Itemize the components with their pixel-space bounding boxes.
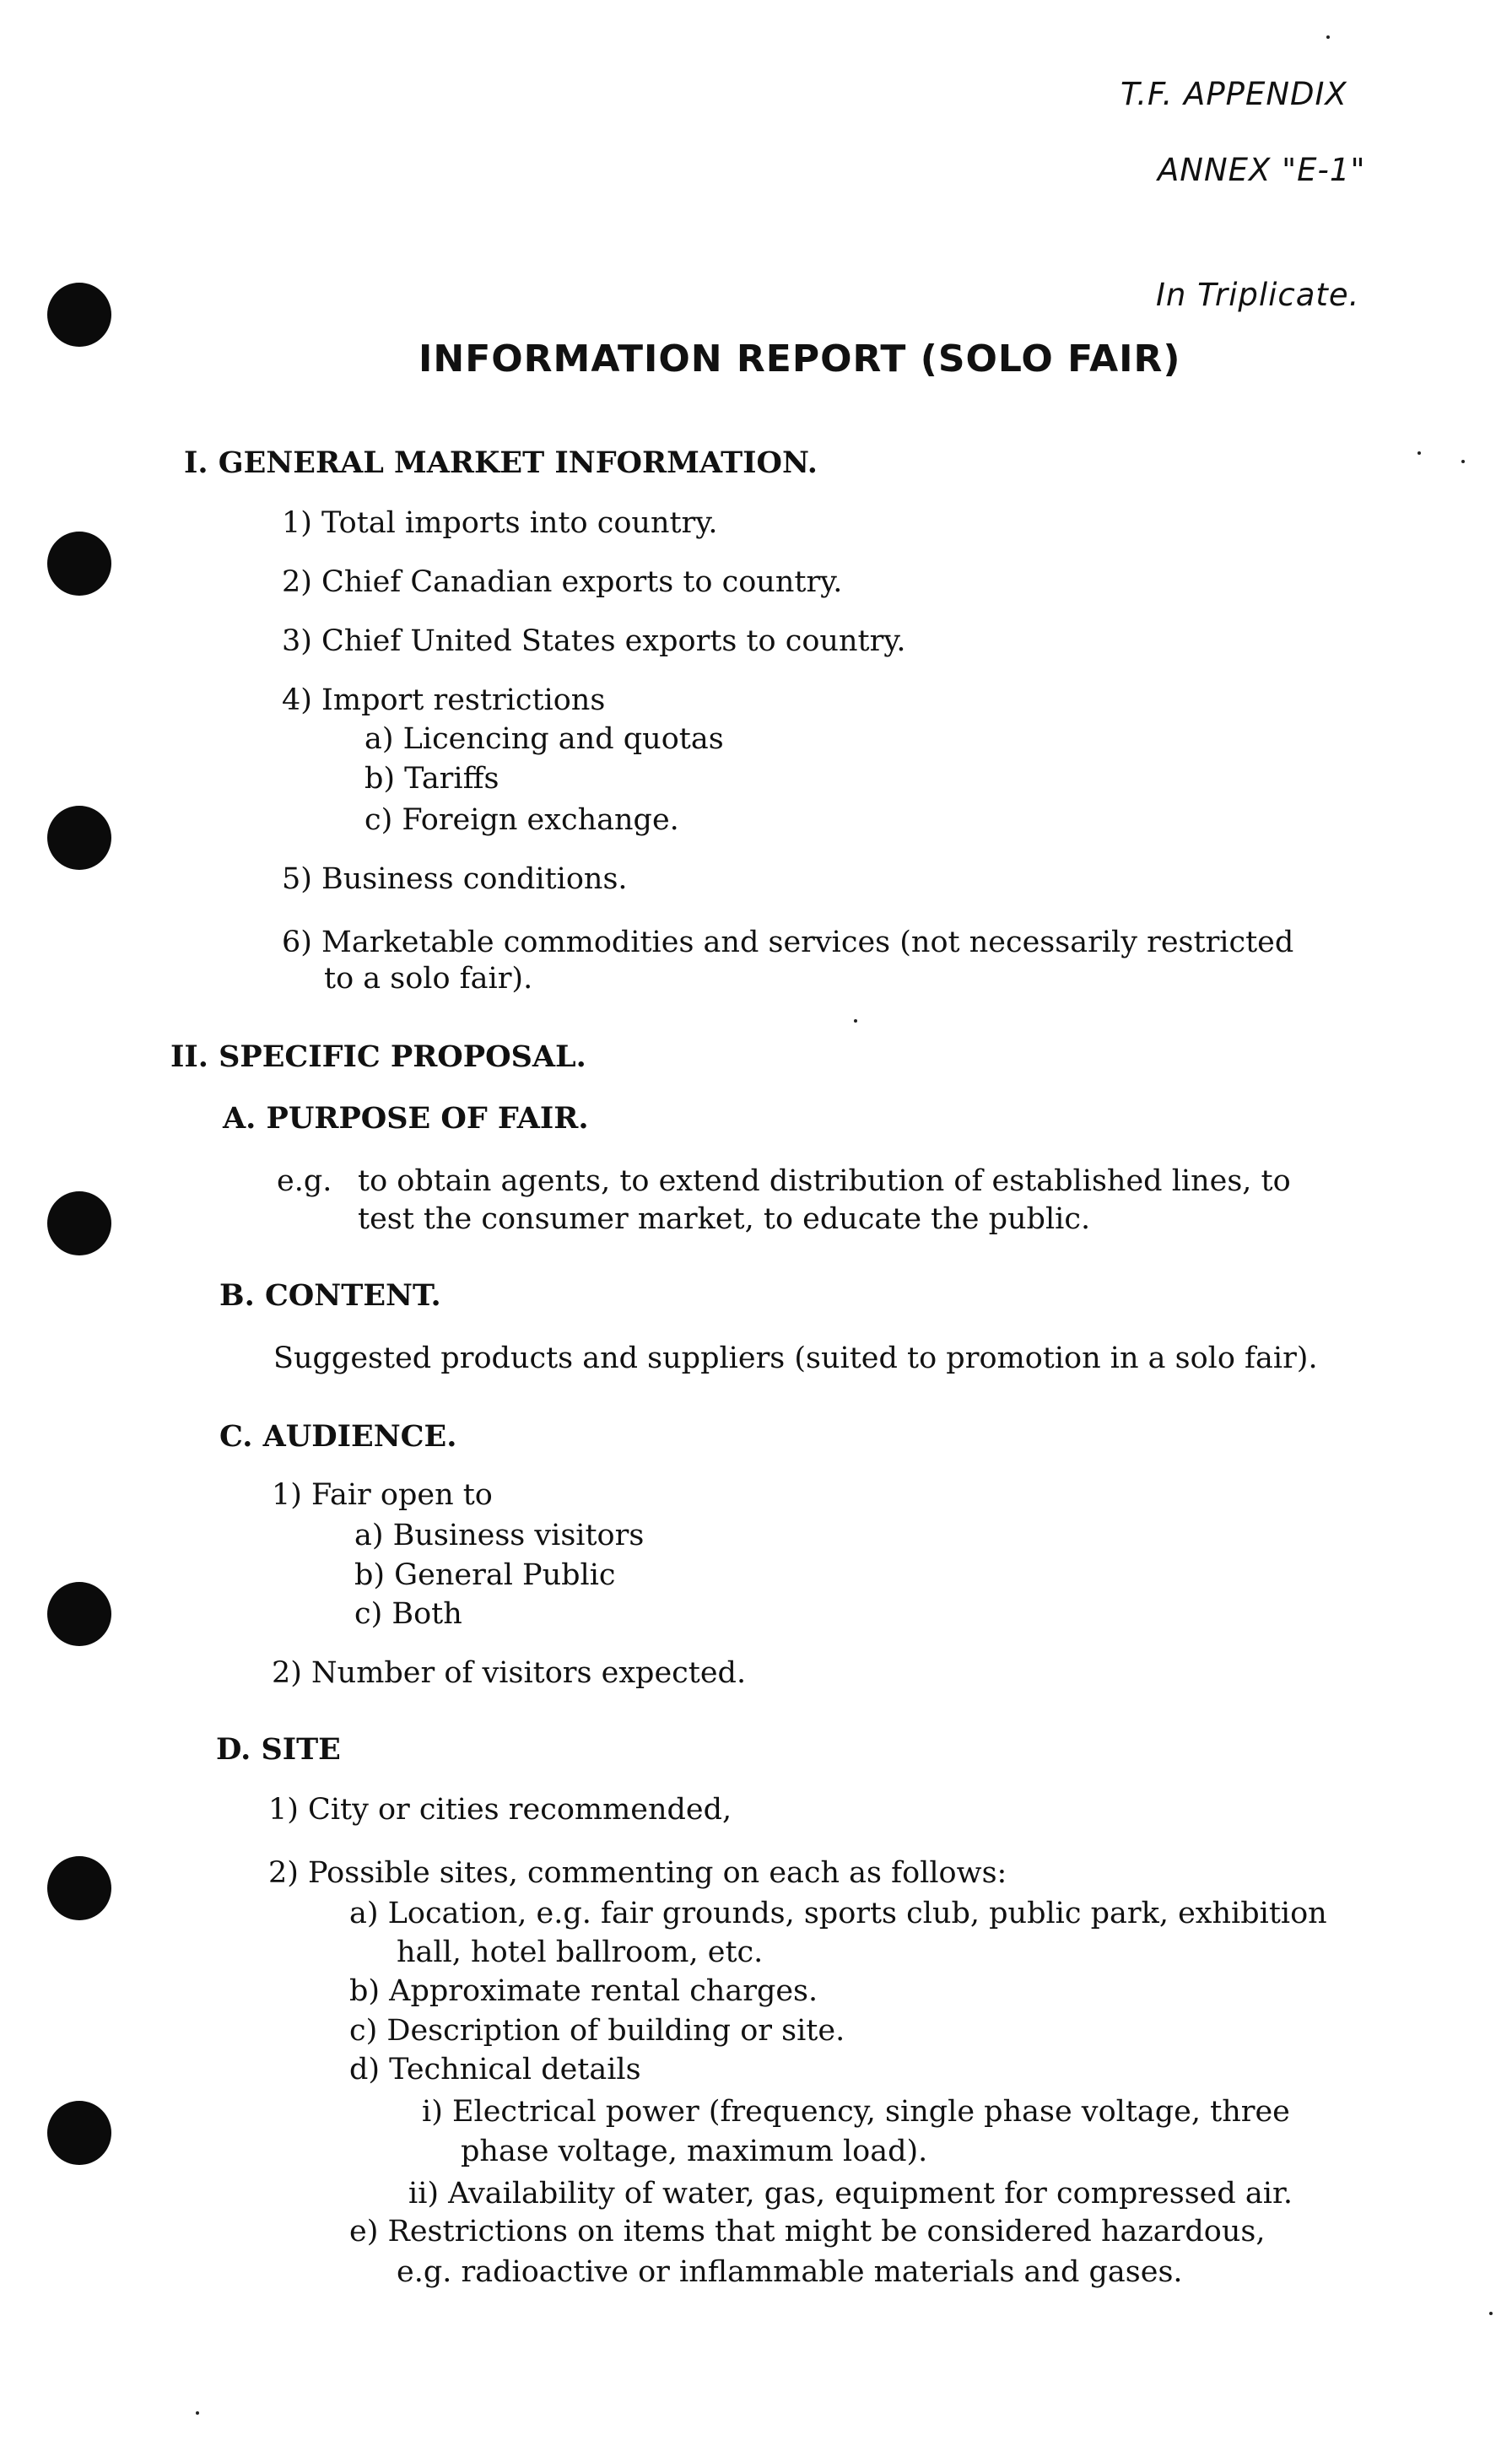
subsection-heading: B. CONTENT. xyxy=(219,1278,441,1313)
annex-label: ANNEX "E-1" xyxy=(1158,152,1366,188)
list-item: b) Tariffs xyxy=(364,762,500,796)
list-item: 4) Import restrictions xyxy=(282,683,606,717)
binder-hole xyxy=(47,532,111,596)
speck xyxy=(1326,35,1330,39)
subsection-heading: C. AUDIENCE. xyxy=(219,1419,457,1454)
speck xyxy=(196,2411,199,2415)
list-item: d) Technical details xyxy=(349,2053,641,2086)
list-item: c) Foreign exchange. xyxy=(364,803,679,837)
speck xyxy=(1489,2312,1493,2315)
list-item: c) Description of building or site. xyxy=(349,2014,845,2048)
list-item: 1) City or cities recommended, xyxy=(268,1793,732,1827)
list-item: e) Restrictions on items that might be considered hazardous, xyxy=(349,2215,1266,2248)
subsection-heading: A. PURPOSE OF FAIR. xyxy=(223,1101,589,1136)
list-item-continuation: to a solo fair). xyxy=(324,962,533,996)
list-item-continuation: phase voltage, maximum load). xyxy=(461,2135,928,2168)
appendix-label: T.F. APPENDIX xyxy=(1120,76,1347,112)
list-item: a) Licencing and quotas xyxy=(364,722,724,756)
list-item: c) Both xyxy=(354,1597,462,1631)
speck xyxy=(854,1019,857,1023)
list-item: b) General Public xyxy=(354,1558,616,1592)
page-title: INFORMATION REPORT (SOLO FAIR) xyxy=(418,337,1181,381)
copies-note: In Triplicate. xyxy=(1156,277,1360,313)
binder-hole xyxy=(47,2101,111,2165)
section-heading: II. SPECIFIC PROPOSAL. xyxy=(170,1039,586,1074)
list-item: b) Approximate rental charges. xyxy=(349,1974,818,2008)
list-item: a) Business visitors xyxy=(354,1519,645,1552)
list-item: 5) Business conditions. xyxy=(282,862,628,896)
paragraph-line: test the consumer market, to educate the public. xyxy=(358,1202,1091,1236)
binder-hole xyxy=(47,283,111,347)
binder-hole xyxy=(47,1582,111,1646)
example-label: e.g. xyxy=(277,1164,332,1198)
list-item: 2) Possible sites, commenting on each as follows: xyxy=(268,1856,1007,1890)
list-item-continuation: e.g. radioactive or inflammable materials and gases. xyxy=(397,2255,1183,2289)
list-item-continuation: hall, hotel ballroom, etc. xyxy=(397,1935,764,1969)
section-heading: I. GENERAL MARKET INFORMATION. xyxy=(184,445,818,480)
list-item: 2) Chief Canadian exports to country. xyxy=(282,565,843,599)
subsection-heading: D. SITE xyxy=(216,1732,341,1767)
paragraph-line: Suggested products and suppliers (suited to promotion in a solo fair). xyxy=(273,1341,1318,1375)
list-item: 1) Total imports into country. xyxy=(282,506,718,540)
speck xyxy=(1418,451,1421,455)
list-item: 3) Chief United States exports to country. xyxy=(282,624,906,658)
paragraph-line: to obtain agents, to extend distribution of established lines, to xyxy=(358,1164,1291,1198)
binder-hole xyxy=(47,806,111,870)
list-item: a) Location, e.g. fair grounds, sports club, public park, exhibition xyxy=(349,1897,1327,1930)
binder-hole xyxy=(47,1191,111,1255)
list-item: i) Electrical power (frequency, single phase voltage, three xyxy=(422,2095,1290,2129)
list-item: 2) Number of visitors expected. xyxy=(272,1656,747,1690)
list-item: 1) Fair open to xyxy=(272,1478,493,1512)
list-item: 6) Marketable commodities and services (not necessarily restricted xyxy=(282,926,1294,959)
list-item: ii) Availability of water, gas, equipment for compressed air. xyxy=(408,2177,1293,2211)
binder-hole xyxy=(47,1856,111,1920)
speck xyxy=(1461,460,1465,463)
